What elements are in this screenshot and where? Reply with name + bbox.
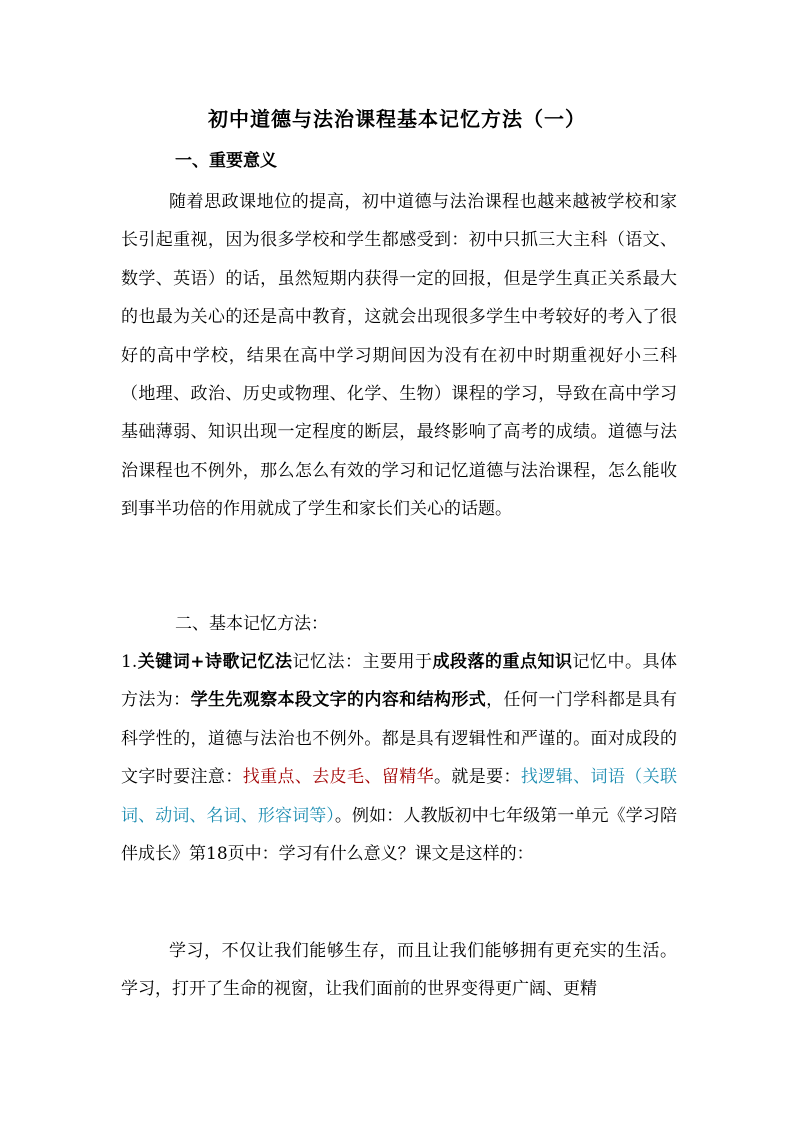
method-name: 关键词+诗歌记忆法 [137,652,293,672]
section-heading-significance: 一、重要意义 [175,151,277,171]
section-heading-methods: 二、基本记忆方法： [175,614,328,634]
method-step: 学生先观察本段文字的内容和结构形式 [190,690,487,711]
method-text-d: 。就是要： [433,767,521,788]
method-text-b: 记忆中。具体方法为： [121,652,678,711]
method-text-a: 记忆法：主要用于 [292,652,433,672]
paragraph-method-1 [121,643,677,873]
method-text-c: ，任何一门学科都是具有科学性的，道德与法治也不例外。都是具有逻辑性和严谨的。面对成段的文字时要注意： [121,690,678,788]
paragraph-significance: 随着思政课地位的提高，初中道德与法治课程也越来越被学校和家长引起重视，因为很多学校和学生都感受到：初中只抓三大主科（语文、数学、英语）的话，虽然短期内获得一定的回报，但是学生真正关系最大的也最为关心的还是高中教育，这就会出现很多学生中考较好的考入了很好的高中学校，结果在高中学习期间因为没有在初中时期重视好小三科（地理、政治、历史或物理、化学、生物）课程的学习，导致在高中学习基础薄弱、知识出现一定程度的断层，最终影响了高考的成绩。道德与法治课程也不例外，那么怎么有效的学习和记忆道德与法治课程，怎么能收到事半功倍的作用就成了学生和家长们关心的话题。 [121,192,677,520]
method-focus: 成段落的重点知识 [432,652,573,672]
method-text-e: 。例如：人教版初中七年级第一单元《学习陪伴成长》第18页中：学习有什么意义？课文是这样的： [121,805,677,865]
highlight-teal: 找逻辑、词语（关联词、动词、名词、形容词等） [121,767,678,826]
method-number: 1. [121,652,138,672]
document-title: 初中道德与法治课程基本记忆方法（一） [208,107,586,131]
highlight-red: 找重点、去皮毛、留精华 [242,767,434,788]
quote-paragraph: 学习，不仅让我们能够生存，而且让我们能够拥有更充实的生活。学习，打开了生命的视窗，让我们面前的世界变得更广阔、更精 [121,941,677,1000]
